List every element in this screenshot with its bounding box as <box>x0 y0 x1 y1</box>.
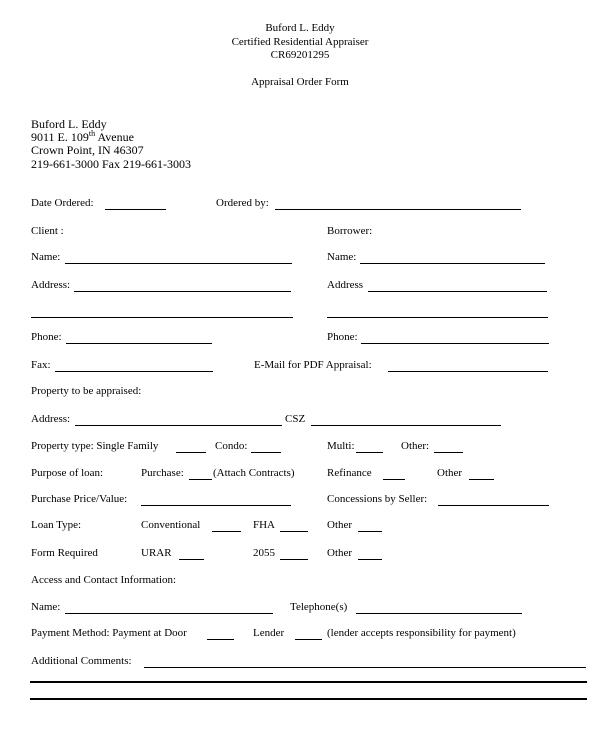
condo-field[interactable] <box>251 452 281 453</box>
payment-method-label: Payment Method: Payment at Door <box>31 627 187 639</box>
multi-field[interactable] <box>356 452 383 453</box>
comments-field[interactable] <box>144 667 586 668</box>
other-loan-field[interactable] <box>358 531 382 532</box>
urar-label: URAR <box>141 547 172 559</box>
concessions-label: Concessions by Seller: <box>327 493 428 505</box>
ordered-by-label: Ordered by: <box>216 197 269 209</box>
borrower-phone-label: Phone: <box>327 331 358 343</box>
comments-line-1[interactable] <box>30 681 587 683</box>
refinance-label: Refinance <box>327 467 372 479</box>
conventional-label: Conventional <box>141 519 201 531</box>
client-phone-field[interactable] <box>66 343 212 344</box>
attach-contracts-label: (Attach Contracts) <box>213 467 295 479</box>
refinance-field[interactable] <box>383 479 405 480</box>
form-2055-field[interactable] <box>280 559 308 560</box>
address-street: 9011 E. 109th Avenue <box>31 129 134 144</box>
client-phone-label: Phone: <box>31 331 62 343</box>
property-address-field[interactable] <box>75 425 282 426</box>
access-name-label: Name: <box>31 601 61 613</box>
borrower-name-field[interactable] <box>360 263 545 264</box>
appraiser-title: Certified Residential Appraiser <box>231 36 369 48</box>
csz-label: CSZ <box>285 413 306 425</box>
comments-line-2[interactable] <box>30 698 587 700</box>
loan-type-label: Loan Type: <box>31 519 82 531</box>
fax-field[interactable] <box>55 371 213 372</box>
multi-label: Multi: <box>327 440 355 452</box>
date-ordered-label: Date Ordered: <box>31 197 94 209</box>
fax-label: Fax: <box>31 359 51 371</box>
lender-label: Lender <box>253 627 285 639</box>
purchase-price-label: Purchase Price/Value: <box>31 493 128 505</box>
email-field[interactable] <box>388 371 548 372</box>
other-type-field[interactable] <box>434 452 463 453</box>
address-name: Buford L. Eddy <box>31 117 107 131</box>
purchase-field[interactable] <box>189 479 212 480</box>
telephone-field[interactable] <box>356 613 522 614</box>
form-required-label: Form Required <box>31 547 98 559</box>
form-title: Appraisal Order Form <box>251 76 349 88</box>
lender-note: (lender accepts responsibility for payment) <box>327 627 516 639</box>
other-purpose-field[interactable] <box>469 479 494 480</box>
purpose-label: Purpose of loan: <box>31 467 104 479</box>
other-type-label: Other: <box>401 440 430 452</box>
client-label: Client : <box>31 225 64 237</box>
client-name-field[interactable] <box>65 263 292 264</box>
access-heading: Access and Contact Information: <box>31 574 177 586</box>
fha-label: FHA <box>253 519 276 531</box>
client-name-label: Name: <box>31 251 61 263</box>
borrower-phone-field[interactable] <box>361 343 549 344</box>
borrower-label: Borrower: <box>327 225 373 237</box>
ordered-by-field[interactable] <box>275 209 521 210</box>
borrower-name-label: Name: <box>327 251 357 263</box>
other-loan-label: Other <box>327 519 353 531</box>
purchase-label: Purchase: <box>141 467 184 479</box>
client-address-line2-field[interactable] <box>31 317 293 318</box>
fha-field[interactable] <box>280 531 308 532</box>
email-label: E-Mail for PDF Appraisal: <box>254 359 372 371</box>
other-form-label: Other <box>327 547 353 559</box>
other-purpose-label: Other <box>437 467 463 479</box>
client-address-label: Address: <box>31 279 71 291</box>
lender-field[interactable] <box>295 639 322 640</box>
purchase-price-field[interactable] <box>141 505 291 506</box>
borrower-address-label: Address <box>327 279 364 291</box>
license-number: CR69201295 <box>270 49 330 61</box>
form-2055-label: 2055 <box>253 547 275 559</box>
date-ordered-field[interactable] <box>105 209 166 210</box>
borrower-address-line2-field[interactable] <box>327 317 548 318</box>
address-phone-fax: 219-661-3000 Fax 219-661-3003 <box>31 157 191 171</box>
comments-label: Additional Comments: <box>31 655 132 667</box>
condo-label: Condo: <box>215 440 248 452</box>
single-family-field[interactable] <box>176 452 206 453</box>
csz-field[interactable] <box>311 425 501 426</box>
property-address-label: Address: <box>31 413 71 425</box>
property-type-label: Property type: Single Family <box>31 440 159 452</box>
urar-field[interactable] <box>179 559 204 560</box>
address-city: Crown Point, IN 46307 <box>31 143 144 157</box>
access-name-field[interactable] <box>65 613 273 614</box>
client-address-field[interactable] <box>74 291 291 292</box>
property-heading: Property to be appraised: <box>31 385 142 397</box>
other-form-field[interactable] <box>358 559 382 560</box>
payment-at-door-field[interactable] <box>207 639 234 640</box>
conventional-field[interactable] <box>212 531 241 532</box>
borrower-address-field[interactable] <box>368 291 547 292</box>
telephone-label: Telephone(s) <box>290 601 348 613</box>
appraiser-name: Buford L. Eddy <box>265 22 335 34</box>
concessions-field[interactable] <box>438 505 549 506</box>
